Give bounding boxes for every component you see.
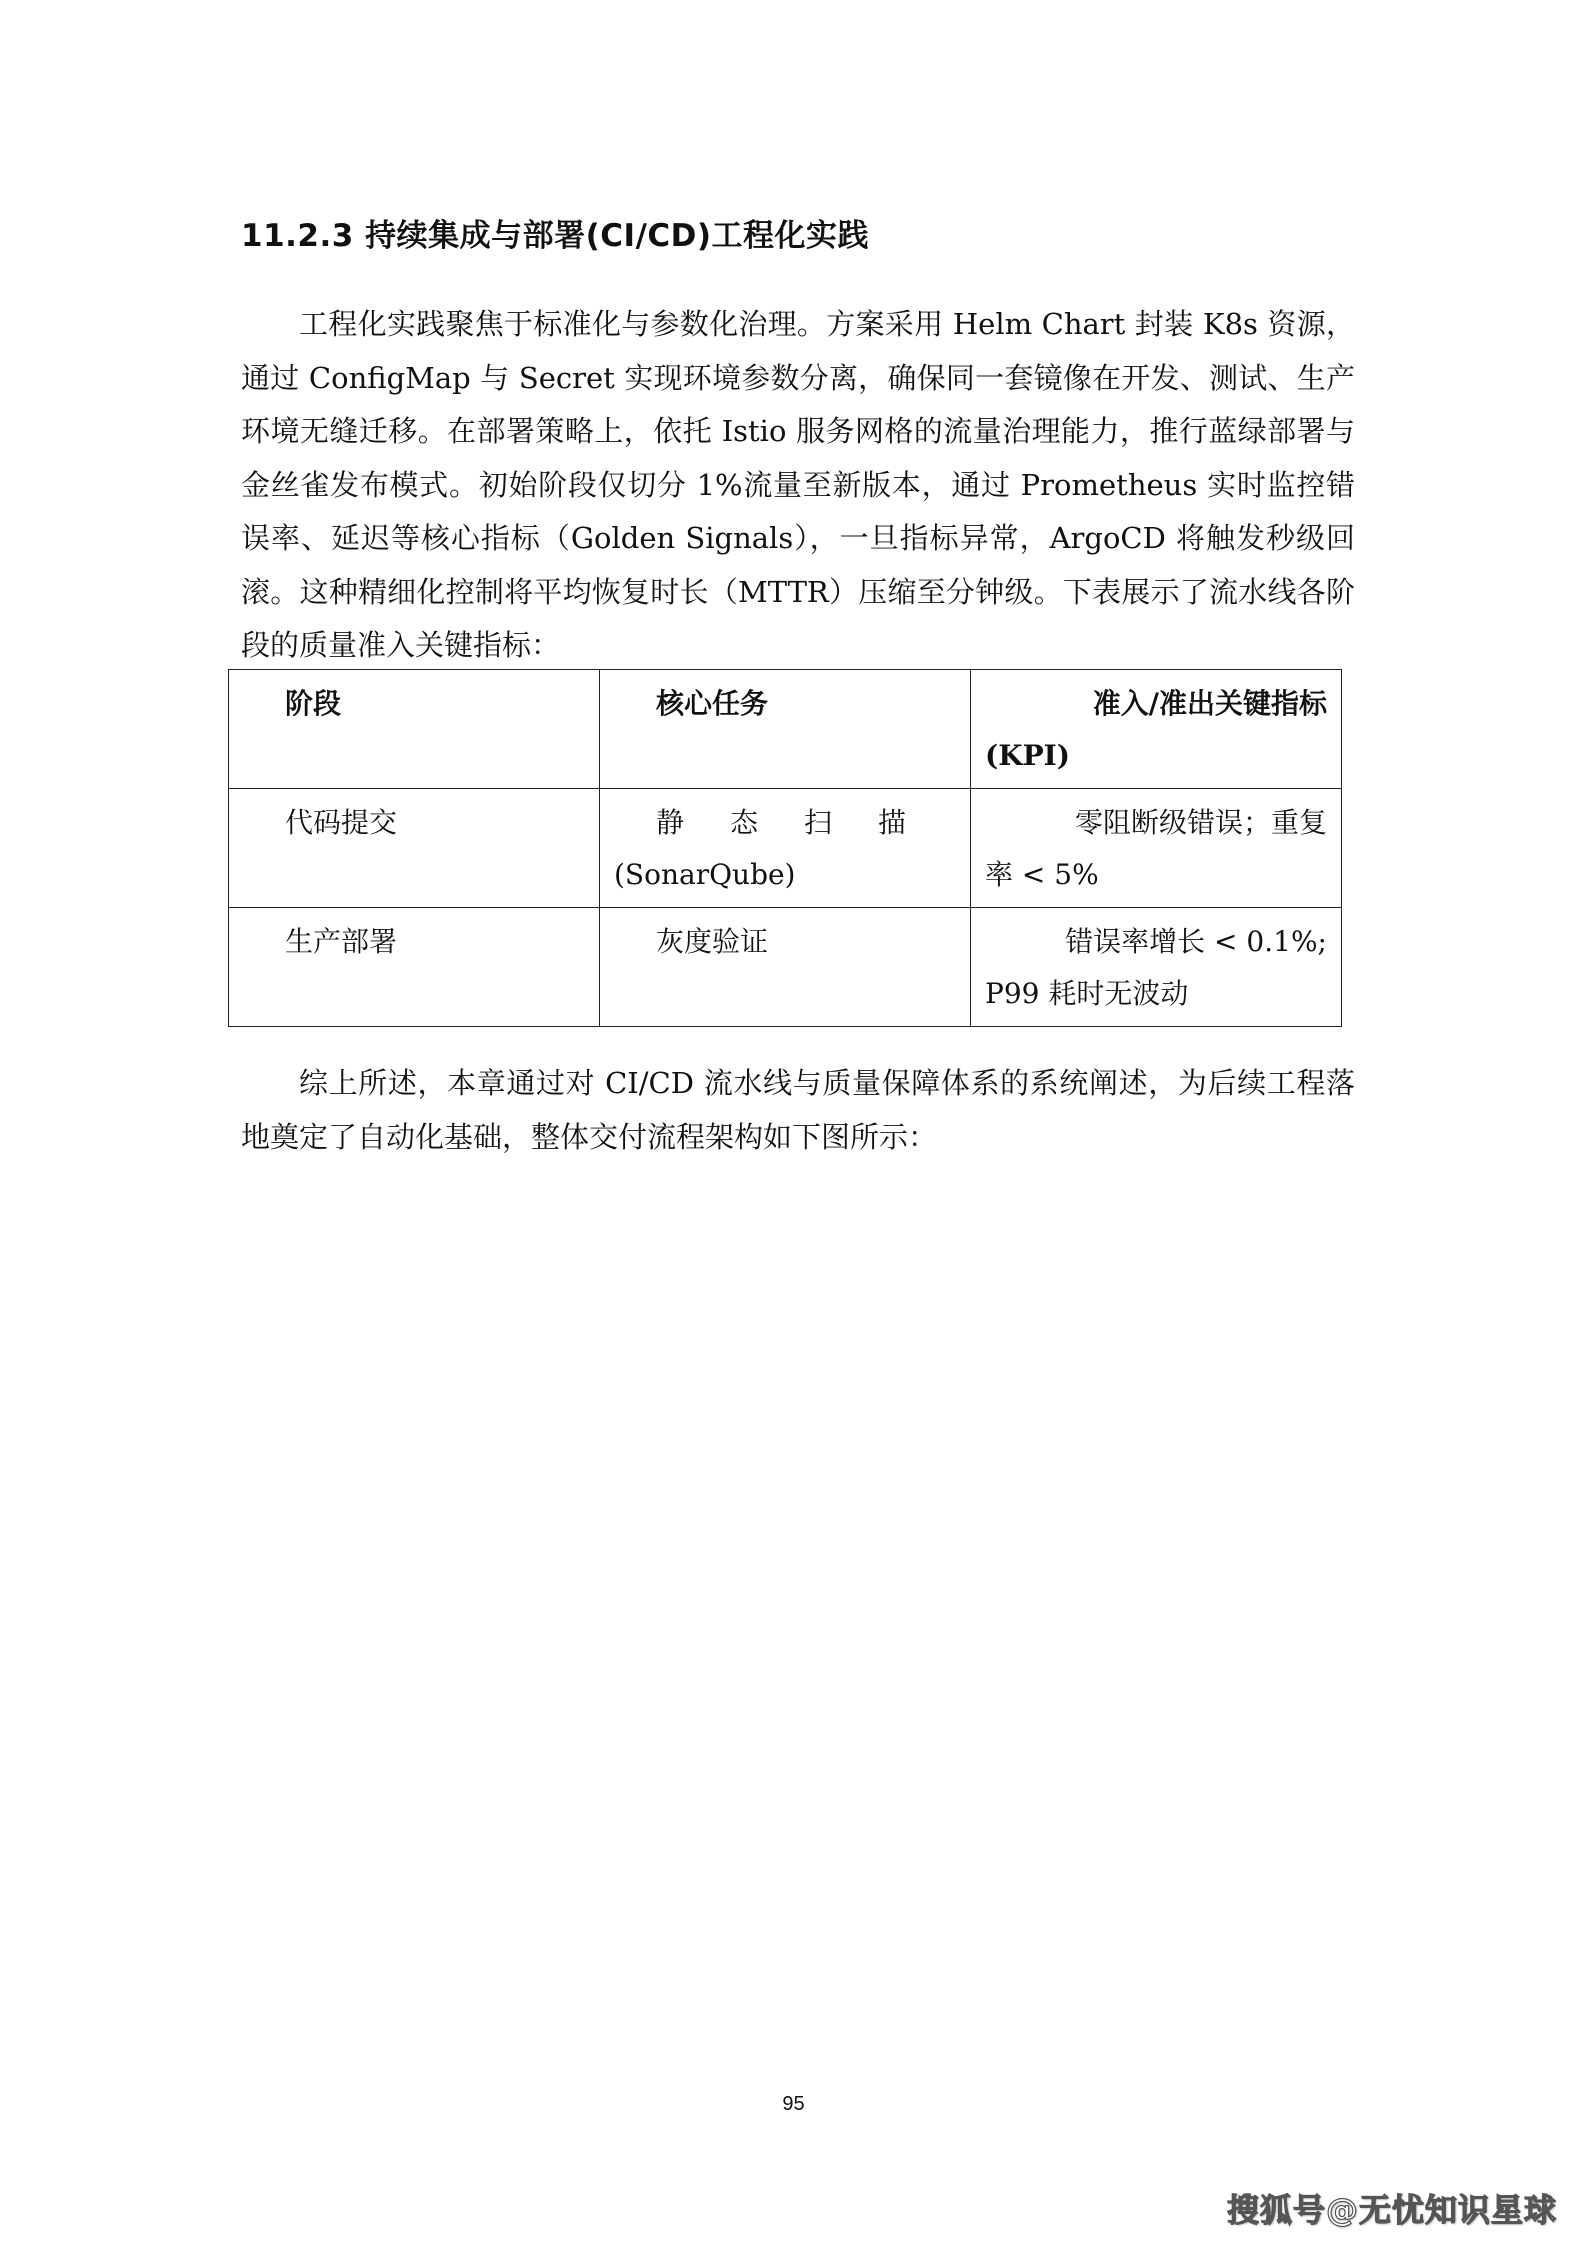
header-kpi (971, 670, 1342, 789)
row-kpi-line2: 率 < 5% (985, 858, 1099, 891)
row-stage: 生产部署 (229, 908, 600, 1027)
header-kpi-line2: (KPI) (985, 739, 1070, 772)
row-stage: 代码提交 (229, 789, 600, 908)
row-task-line1: 静态扫描 (656, 806, 953, 839)
row-kpi-line1: 零阻断级错误；重复 (1074, 806, 1327, 839)
table-row (229, 908, 1342, 1027)
table-header-row (229, 670, 1342, 789)
row-kpi-line1: 错误率增长 < 0.1%; (1065, 925, 1327, 958)
row-task-line1: 灰度验证 (656, 925, 769, 958)
row-task (600, 908, 971, 1027)
row-kpi-line2: P99 耗时无波动 (985, 977, 1189, 1010)
header-task: 核心任务 (600, 670, 971, 789)
header-kpi-line1: 准入/准出关键指标 (1092, 687, 1327, 720)
intro-paragraph: 工程化实践聚焦于标准化与参数化治理。方案采用 Helm Chart 封装 K8s 资源，通过 ConfigMap 与 Secret 实现环境参数分离，确保同一套镜像在开发、测试、生产环境无缝迁移。在部署策略上，依托 Istio 服务网格的流量治理能力，推行蓝绿部署与金丝雀发布模式。初始阶段仅切分 1%流量至新版本，通过 Prometheus 实时监控错误率、延迟等核心指标（Golden Signals），一旦指标异常，ArgoCD 将触发秒级回滚。这种精细化控制将平均恢复时长（MTTR）压缩至分钟级。下表展示了流水线各阶段的质量准入关键指标： (241, 307, 1355, 662)
summary-paragraph: 综上所述，本章通过对 CI/CD 流水线与质量保障体系的系统阐述，为后续工程落地奠定了自动化基础，整体交付流程架构如下图所示： (241, 1066, 1355, 1154)
header-stage: 阶段 (229, 670, 600, 789)
quality-kpi-table (228, 669, 1342, 1027)
row-task (600, 789, 971, 908)
row-kpi (971, 789, 1342, 908)
row-kpi (971, 908, 1342, 1027)
section-heading: 11.2.3 持续集成与部署(CI/CD)工程化实践 (241, 218, 870, 254)
page-number: 95 (782, 2093, 805, 2115)
watermark-text: 搜狐号@无忧知识星球 (1226, 2191, 1557, 2229)
row-task-line2: (SonarQube) (614, 858, 796, 891)
table-row (229, 789, 1342, 908)
